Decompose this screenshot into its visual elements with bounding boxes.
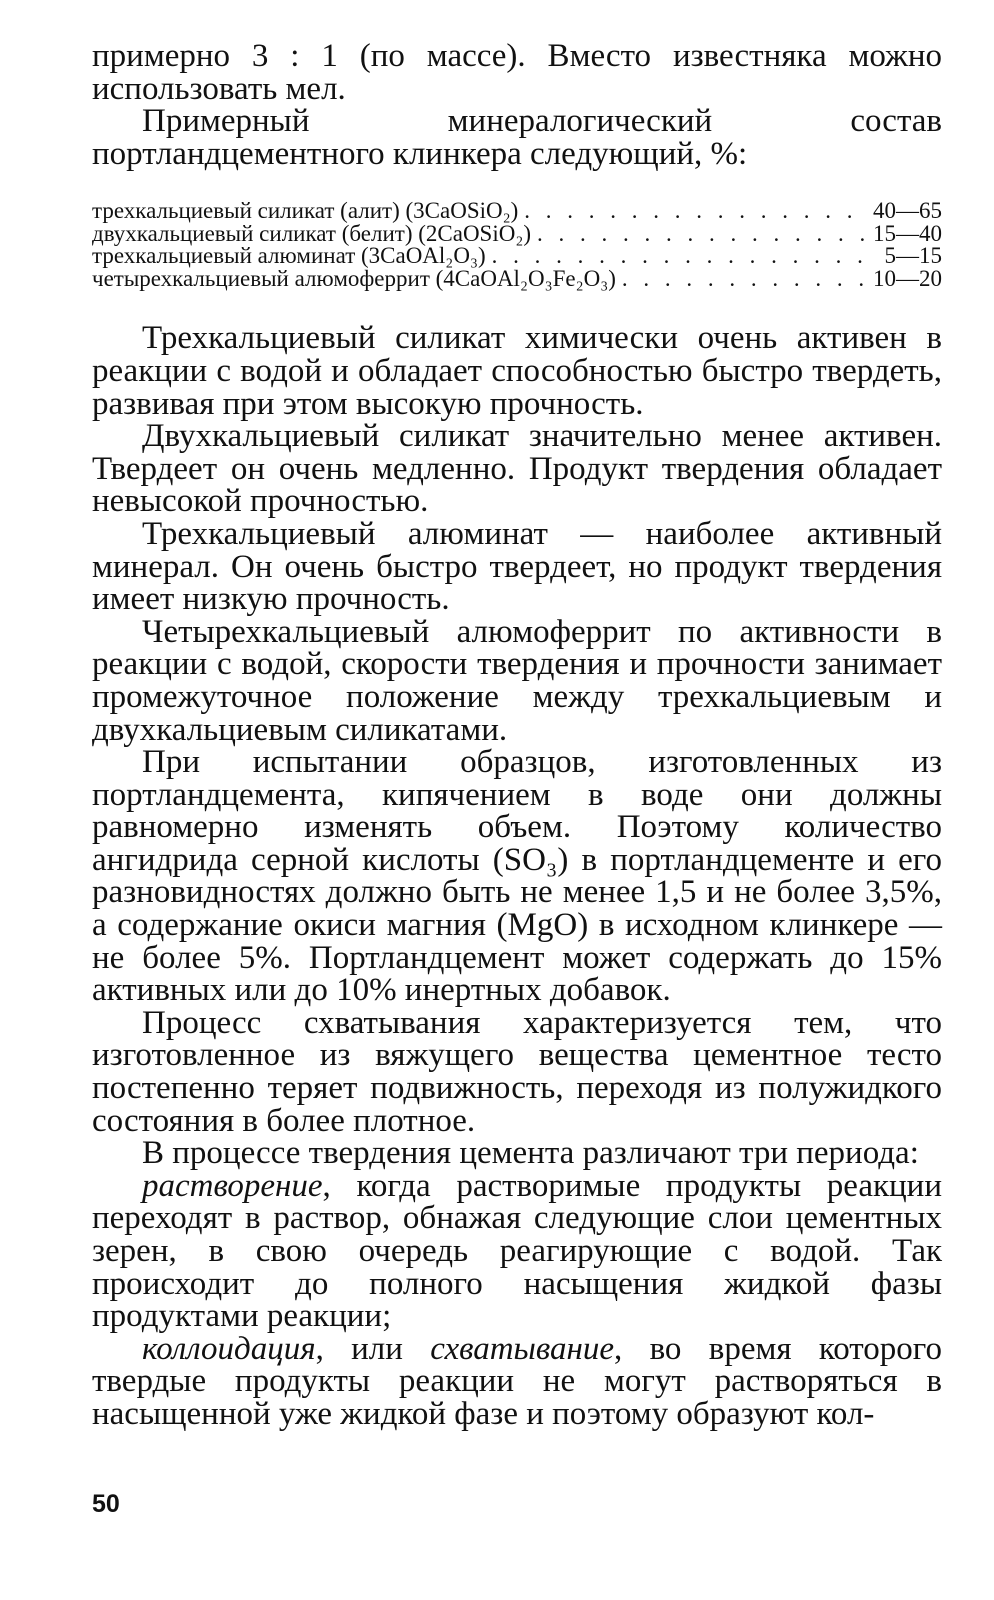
composition-table	[92, 200, 942, 290]
mineral-percent: 40—65	[873, 198, 942, 224]
paragraph-alite: Трехкальциевый силикат химически очень активен в реакции с водой и обладает способностью быстро твердеть, развивая при этом высокую прочность.	[92, 320, 942, 422]
composition-heading: Примерный минералогический состав портландцементного клинкера следующий, %:	[92, 103, 942, 172]
term-dissolution: растворение	[142, 1167, 323, 1204]
paragraph-belite: Двухкальциевый силикат значительно менее активен. Твердеет он очень медленно. Продукт твердения обладает невысокой прочностью.	[92, 418, 942, 520]
intro-paragraph: примерно 3 : 1 (по массе). Вместо известняка можно использовать мел.	[92, 38, 942, 107]
mineral-percent: 10—20	[873, 265, 942, 291]
dot-leader	[537, 223, 867, 246]
term-setting: схватывание	[430, 1330, 615, 1367]
paragraph-periods: В процессе твердения цемента различают три периода:	[142, 1135, 919, 1172]
composition-row	[92, 220, 942, 246]
period-dissolution	[92, 1167, 942, 1335]
paragraph-setting: Процесс схватывания характеризуется тем, что изготовленное из вяжущего вещества цементное тесто постепенно теряет подвижность, переходя из полужидкого состояния в более плотное.	[92, 1004, 942, 1139]
dot-leader	[492, 245, 879, 268]
term-connector: , или	[315, 1330, 431, 1367]
term-colloidation-text: , во время которого твердые продукты реакции не могут растворяться в насыщенной уже жидкой фазе и поэтому образуют кол-	[92, 1330, 942, 1432]
mineral-name: трехкальциевый алюминат (3CaOAl₂O₃)	[92, 243, 486, 269]
paragraph-aluminoferrite: Четырехкальциевый алюмоферрит по активности в реакции с водой, скорости твердения и прочности занимает промежуточное положение между трехкальциевым и двухкальциевым силикатами.	[92, 613, 942, 748]
composition-row	[92, 200, 942, 223]
term-colloidation: коллоидация	[142, 1330, 316, 1367]
term-dissolution-text: , когда растворимые продукты реакции переходят в раствор, обнажая следующие слои цементных зерен, в свою очередь реагирующие с водой. Так происходит до полного насыщения жидкой фазы продуктами реакции;	[92, 1167, 942, 1335]
mineral-percent: 5—15	[884, 243, 942, 269]
dot-leader	[524, 200, 867, 223]
dot-leader	[622, 268, 867, 291]
mineral-name: двухкальциевый силикат (белит) (2CaOSiO₂)	[92, 220, 532, 246]
paragraph-testing: При испытании образцов, изготовленных из портландцемента, кипячением в воде они должны равномерно изменять объем. Поэтому количество ангидрида серной кислоты (SO₃) в портландцементе и его разновидностях должно быть не менее 1,5 и не более 3,5%, а содержание окиси магния (MgO) в исходном клинкере — не более 5%. Портландцемент может содержать до 15% активных или до 10% инертных добавок.	[92, 744, 942, 1009]
mineral-name: трехкальциевый силикат (алит) (3CaOSiO₂)	[92, 198, 519, 224]
paragraph-aluminate: Трехкальциевый алюминат — наиболее активный минерал. Он очень быстро твердеет, но продукт твердения имеет низкую прочность.	[92, 515, 942, 618]
mineral-percent: 15—40	[873, 220, 942, 246]
period-colloidation	[92, 1330, 942, 1432]
composition-row	[92, 265, 942, 291]
mineral-name: четырехкальциевый алюмоферрит (4CaOAl₂O₃Fe₂O₃)	[92, 265, 616, 291]
page-number: 50	[92, 1490, 120, 1518]
composition-row	[92, 245, 942, 268]
page-body	[92, 40, 942, 1431]
